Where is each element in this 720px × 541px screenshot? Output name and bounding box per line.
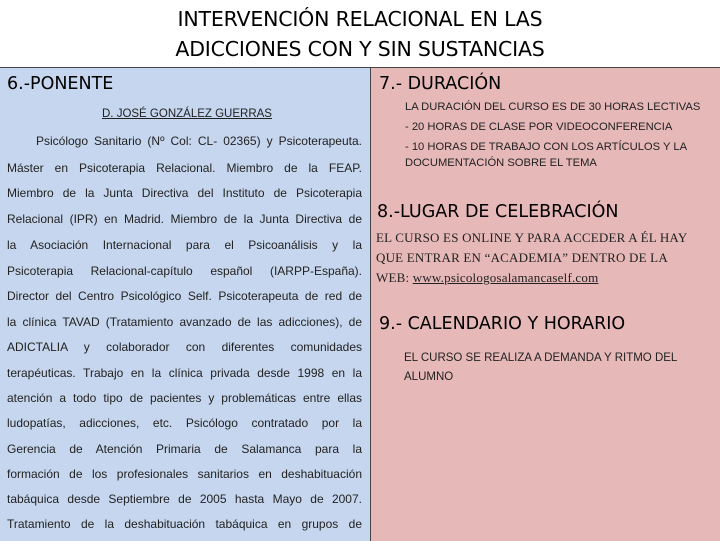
bio-line: Director del Centro Psicológico Self. Psicoterapeuta de red de	[7, 289, 362, 303]
bio-line: Gerencia de Atención Primaria de Salamanca para la	[7, 442, 362, 456]
bio-line: ADICTALIA y colaborador con diferentes comunidades	[7, 340, 362, 354]
bio-line: formación de los profesionales sanitarios en deshabituación	[7, 467, 362, 481]
duration-line: - 10 HORAS DE TRABAJO CON LOS ARTÍCULOS Y LA	[405, 141, 688, 153]
duration-line: DOCUMENTACIÓN SOBRE EL TEMA	[405, 157, 597, 169]
bio-line: tabáquica desde Septiembre de 2005 hasta Mayo de 2007.	[7, 492, 362, 506]
place-line: EL CURSO ES ONLINE Y PARA ACCEDER A ÉL HAY	[376, 230, 688, 245]
place-web-label: WEB:	[376, 270, 413, 285]
bio-line: la clínica TAVAD (Tratamiento avanzado de las adicciones), de	[7, 315, 362, 329]
bio-line: Psicoterapia Relacional-capítulo español (IARPP-España).	[7, 264, 362, 278]
speaker-heading: 6.-PONENTE	[7, 74, 114, 94]
speaker-panel	[0, 67, 371, 541]
speaker-name: D. JOSÉ GONZÁLEZ GUERRAS	[102, 108, 272, 120]
bio-line: Máster en Psicoterapia Relacional. Miembro de la FEAP.	[7, 161, 362, 175]
bio-line: Tratamiento de la deshabituación tabáquica en grupos de	[7, 517, 362, 531]
place-line	[376, 269, 598, 287]
page-title	[0, 4, 720, 64]
website-link[interactable]: www.psicologosalamancaself.com	[412, 270, 599, 285]
bio-line: Relacional (IPR) en Madrid. Miembro de la Junta Directiva de	[7, 212, 362, 226]
bio-line: ludopatías, adicciones, etc. Psicólogo contratado por la	[7, 416, 362, 430]
duration-heading: 7.- DURACIÓN	[379, 74, 502, 94]
duration-line: LA DURACIÓN DEL CURSO ES DE 30 HORAS LECTIVAS	[405, 101, 701, 113]
schedule-line: EL CURSO SE REALIZA A DEMANDA Y RITMO DEL	[404, 352, 678, 364]
title-line-1: INTERVENCIÓN RELACIONAL EN LAS	[177, 7, 543, 31]
bio-line: Psicólogo Sanitario (Nº Col: CL- 02365) y Psicoterapeuta.	[36, 134, 362, 148]
bio-line: terapéuticas. Trabajo en la clínica privada desde 1998 en la	[7, 366, 362, 380]
schedule-line: ALUMNO	[404, 371, 454, 383]
bio-line: la Asociación Internacional para el Psicoanálisis y la	[7, 238, 362, 252]
title-line-2: ADICCIONES CON Y SIN SUSTANCIAS	[175, 37, 545, 61]
course-info-panel	[371, 67, 720, 541]
place-line: QUE ENTRAR EN “ACADEMIA” DENTRO DE LA	[376, 250, 668, 265]
place-heading: 8.-LUGAR DE CELEBRACIÓN	[377, 202, 619, 222]
bio-line: atención a todo tipo de pacientes y problemáticas entre ellas	[7, 391, 362, 405]
duration-line: - 20 HORAS DE CLASE POR VIDEOCONFERENCIA	[405, 121, 673, 133]
schedule-heading: 9.- CALENDARIO Y HORARIO	[379, 314, 626, 334]
bio-line: Miembro de la Junta Directiva del Instituto de Psicoterapia	[7, 186, 362, 200]
